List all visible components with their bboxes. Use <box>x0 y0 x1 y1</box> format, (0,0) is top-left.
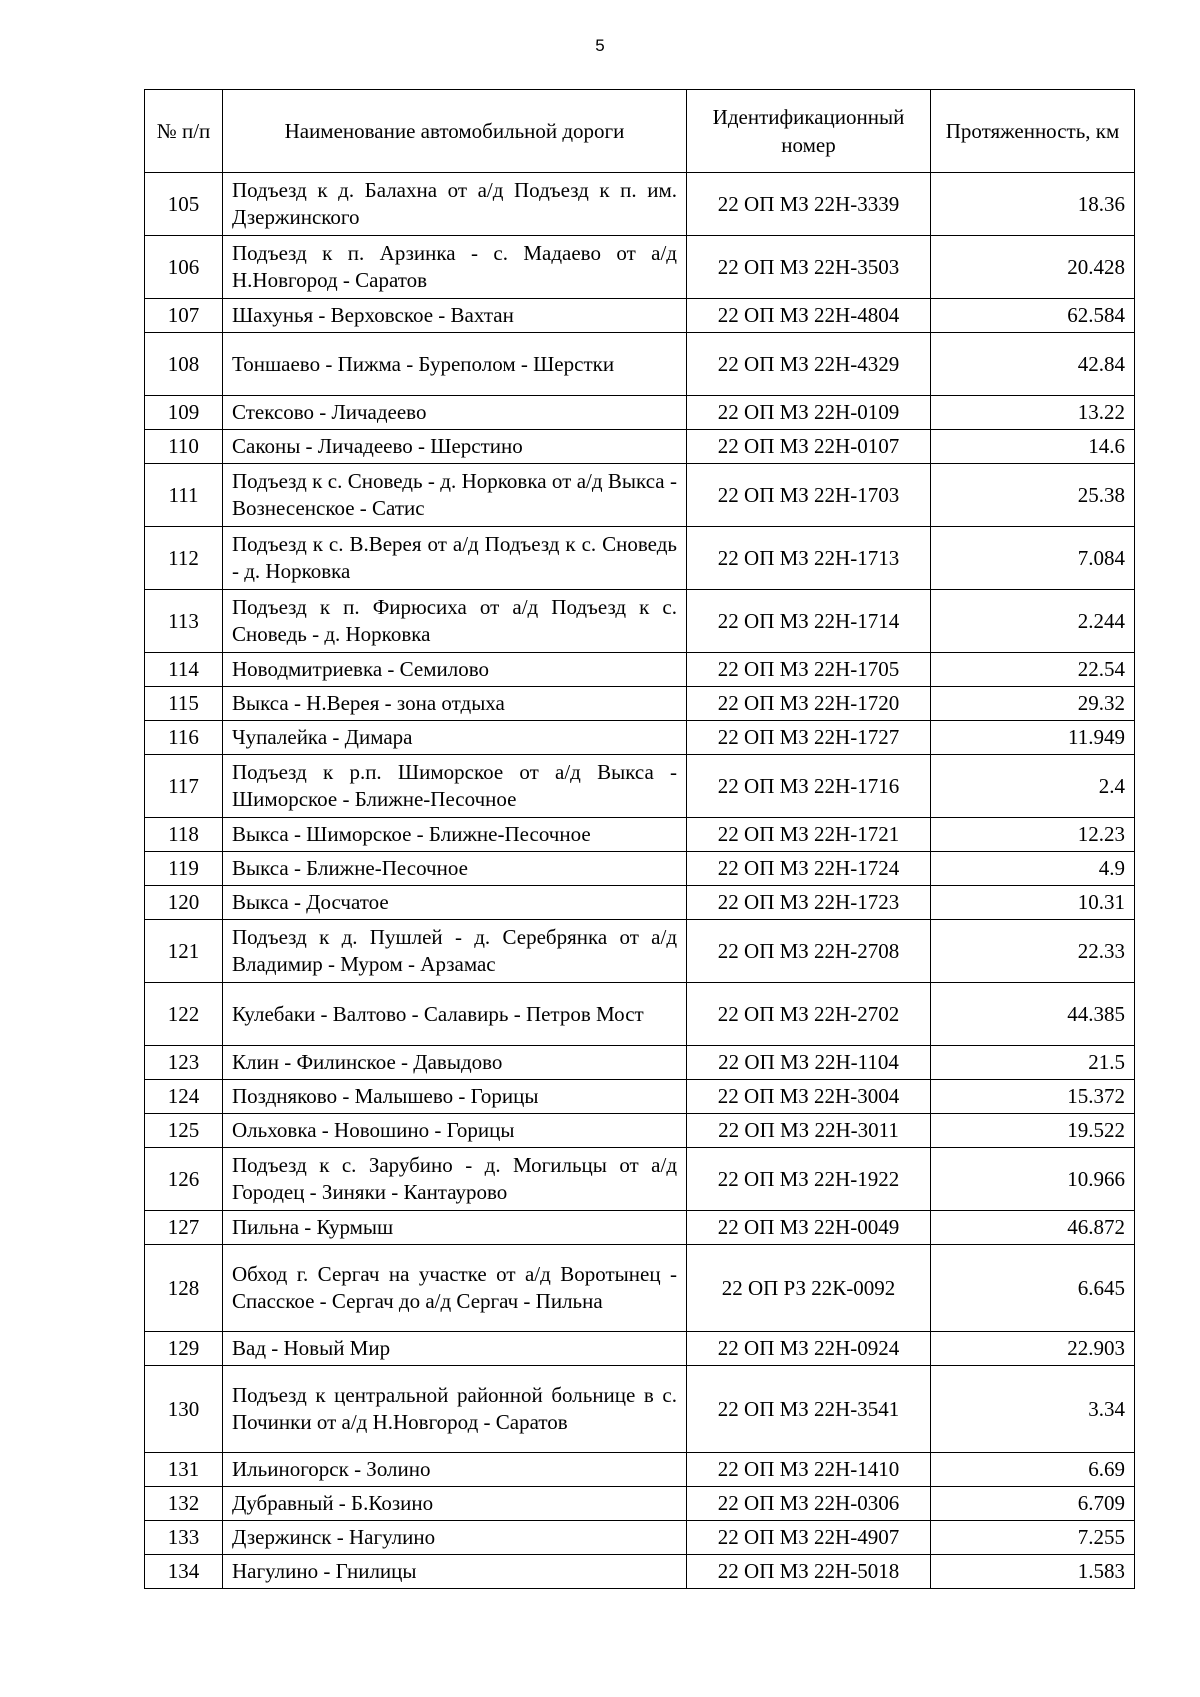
cell-num: 117 <box>145 755 223 818</box>
table-row <box>145 590 1135 653</box>
table-row <box>145 721 1135 755</box>
cell-length: 2.4 <box>931 755 1135 818</box>
cell-identification-number: 22 ОП МЗ 22Н-3011 <box>687 1114 931 1148</box>
cell-length: 42.84 <box>931 333 1135 396</box>
cell-road-name: Подъезд к п. Фирюсиха от а/д Подъезд к с. Сноведь - д. Норковка <box>223 590 687 653</box>
table-row <box>145 1453 1135 1487</box>
cell-road-name: Выкса - Шиморское - Ближне-Песочное <box>223 818 687 852</box>
cell-identification-number: 22 ОП РЗ 22К-0092 <box>687 1245 931 1332</box>
cell-num: 123 <box>145 1046 223 1080</box>
cell-length: 14.6 <box>931 430 1135 464</box>
cell-identification-number: 22 ОП МЗ 22Н-0109 <box>687 396 931 430</box>
cell-identification-number: 22 ОП МЗ 22Н-1104 <box>687 1046 931 1080</box>
cell-identification-number: 22 ОП МЗ 22Н-3541 <box>687 1366 931 1453</box>
roads-table <box>144 89 1135 1589</box>
cell-identification-number: 22 ОП МЗ 22Н-5018 <box>687 1555 931 1589</box>
table-row <box>145 1114 1135 1148</box>
cell-length: 10.966 <box>931 1148 1135 1211</box>
cell-road-name: Нагулино - Гнилицы <box>223 1555 687 1589</box>
cell-length: 10.31 <box>931 886 1135 920</box>
cell-length: 4.9 <box>931 852 1135 886</box>
cell-identification-number: 22 ОП МЗ 22Н-0306 <box>687 1487 931 1521</box>
cell-identification-number: 22 ОП МЗ 22Н-1720 <box>687 687 931 721</box>
cell-num: 127 <box>145 1211 223 1245</box>
cell-identification-number: 22 ОП МЗ 22Н-3004 <box>687 1080 931 1114</box>
cell-length: 15.372 <box>931 1080 1135 1114</box>
cell-length: 22.903 <box>931 1332 1135 1366</box>
cell-road-name: Саконы - Личадеево - Шерстино <box>223 430 687 464</box>
cell-identification-number: 22 ОП МЗ 22Н-1721 <box>687 818 931 852</box>
cell-num: 129 <box>145 1332 223 1366</box>
cell-length: 6.709 <box>931 1487 1135 1521</box>
cell-road-name: Подъезд к центральной районной больнице в с. Починки от а/д Н.Новгород - Саратов <box>223 1366 687 1453</box>
cell-road-name: Дзержинск - Нагулино <box>223 1521 687 1555</box>
cell-identification-number: 22 ОП МЗ 22Н-2708 <box>687 920 931 983</box>
cell-road-name: Тоншаево - Пижма - Буреполом - Шерстки <box>223 333 687 396</box>
table-row <box>145 653 1135 687</box>
table-row <box>145 1555 1135 1589</box>
cell-num: 116 <box>145 721 223 755</box>
cell-num: 113 <box>145 590 223 653</box>
cell-road-name: Дубравный - Б.Козино <box>223 1487 687 1521</box>
table-row <box>145 1332 1135 1366</box>
cell-identification-number: 22 ОП МЗ 22Н-0049 <box>687 1211 931 1245</box>
cell-road-name: Стексово - Личадеево <box>223 396 687 430</box>
cell-length: 25.38 <box>931 464 1135 527</box>
cell-road-name: Подъезд к д. Пушлей - д. Серебрянка от а/д Владимир - Муром - Арзамас <box>223 920 687 983</box>
cell-num: 115 <box>145 687 223 721</box>
cell-road-name: Подъезд к с. Сноведь - д. Норковка от а/д Выкса - Вознесенское - Сатис <box>223 464 687 527</box>
cell-length: 18.36 <box>931 173 1135 236</box>
cell-identification-number: 22 ОП МЗ 22Н-1724 <box>687 852 931 886</box>
cell-length: 22.54 <box>931 653 1135 687</box>
table-row <box>145 236 1135 299</box>
cell-length: 7.255 <box>931 1521 1135 1555</box>
cell-identification-number: 22 ОП МЗ 22Н-1714 <box>687 590 931 653</box>
cell-road-name: Выкса - Н.Верея - зона отдыха <box>223 687 687 721</box>
cell-length: 11.949 <box>931 721 1135 755</box>
cell-num: 107 <box>145 299 223 333</box>
cell-num: 132 <box>145 1487 223 1521</box>
table-body <box>145 173 1135 1589</box>
cell-num: 124 <box>145 1080 223 1114</box>
cell-num: 114 <box>145 653 223 687</box>
cell-num: 131 <box>145 1453 223 1487</box>
table-row <box>145 430 1135 464</box>
table-row <box>145 173 1135 236</box>
cell-num: 128 <box>145 1245 223 1332</box>
cell-road-name: Пильна - Курмыш <box>223 1211 687 1245</box>
cell-road-name: Подъезд к с. В.Верея от а/д Подъезд к с. Сноведь - д. Норковка <box>223 527 687 590</box>
table-row <box>145 299 1135 333</box>
table-row <box>145 1046 1135 1080</box>
cell-num: 119 <box>145 852 223 886</box>
cell-identification-number: 22 ОП МЗ 22Н-1922 <box>687 1148 931 1211</box>
cell-identification-number: 22 ОП МЗ 22Н-2702 <box>687 983 931 1046</box>
cell-road-name: Обход г. Сергач на участке от а/д Воротынец - Спасское - Сергач до а/д Сергач - Пильна <box>223 1245 687 1332</box>
table-header-row <box>145 90 1135 173</box>
cell-road-name: Поздняково - Малышево - Горицы <box>223 1080 687 1114</box>
table-row <box>145 983 1135 1046</box>
cell-num: 133 <box>145 1521 223 1555</box>
cell-road-name: Выкса - Ближне-Песочное <box>223 852 687 886</box>
cell-length: 21.5 <box>931 1046 1135 1080</box>
table-row <box>145 464 1135 527</box>
cell-road-name: Ильиногорск - Золино <box>223 1453 687 1487</box>
cell-length: 29.32 <box>931 687 1135 721</box>
cell-length: 1.583 <box>931 1555 1135 1589</box>
cell-num: 126 <box>145 1148 223 1211</box>
header-id: Идентификационный номер <box>687 90 931 173</box>
table-row <box>145 1080 1135 1114</box>
cell-road-name: Подъезд к п. Арзинка - с. Мадаево от а/д Н.Новгород - Саратов <box>223 236 687 299</box>
header-num: № п/п <box>145 90 223 173</box>
cell-road-name: Ольховка - Новошино - Горицы <box>223 1114 687 1148</box>
table-row <box>145 886 1135 920</box>
cell-identification-number: 22 ОП МЗ 22Н-1705 <box>687 653 931 687</box>
cell-num: 118 <box>145 818 223 852</box>
cell-identification-number: 22 ОП МЗ 22Н-1716 <box>687 755 931 818</box>
cell-road-name: Выкса - Досчатое <box>223 886 687 920</box>
table-row <box>145 1148 1135 1211</box>
cell-num: 121 <box>145 920 223 983</box>
cell-road-name: Шахунья - Верховское - Вахтан <box>223 299 687 333</box>
cell-length: 19.522 <box>931 1114 1135 1148</box>
cell-road-name: Вад - Новый Мир <box>223 1332 687 1366</box>
cell-num: 105 <box>145 173 223 236</box>
cell-identification-number: 22 ОП МЗ 22Н-1410 <box>687 1453 931 1487</box>
cell-num: 108 <box>145 333 223 396</box>
cell-num: 110 <box>145 430 223 464</box>
table-row <box>145 687 1135 721</box>
header-name: Наименование автомобильной дороги <box>223 90 687 173</box>
cell-identification-number: 22 ОП МЗ 22Н-1703 <box>687 464 931 527</box>
cell-num: 120 <box>145 886 223 920</box>
table-row <box>145 818 1135 852</box>
cell-identification-number: 22 ОП МЗ 22Н-3503 <box>687 236 931 299</box>
cell-num: 122 <box>145 983 223 1046</box>
cell-num: 111 <box>145 464 223 527</box>
cell-length: 6.645 <box>931 1245 1135 1332</box>
table-row <box>145 1487 1135 1521</box>
cell-identification-number: 22 ОП МЗ 22Н-4329 <box>687 333 931 396</box>
cell-length: 22.33 <box>931 920 1135 983</box>
cell-road-name: Подъезд к д. Балахна от а/д Подъезд к п. им. Дзержинского <box>223 173 687 236</box>
cell-identification-number: 22 ОП МЗ 22Н-3339 <box>687 173 931 236</box>
cell-num: 112 <box>145 527 223 590</box>
cell-identification-number: 22 ОП МЗ 22Н-0924 <box>687 1332 931 1366</box>
cell-length: 6.69 <box>931 1453 1135 1487</box>
cell-num: 106 <box>145 236 223 299</box>
table-row <box>145 920 1135 983</box>
page-number: 5 <box>595 36 605 55</box>
cell-num: 130 <box>145 1366 223 1453</box>
table-row <box>145 1521 1135 1555</box>
cell-length: 2.244 <box>931 590 1135 653</box>
cell-identification-number: 22 ОП МЗ 22Н-1727 <box>687 721 931 755</box>
cell-road-name: Кулебаки - Валтово - Салавирь - Петров Мост <box>223 983 687 1046</box>
table-row <box>145 755 1135 818</box>
cell-num: 125 <box>145 1114 223 1148</box>
cell-identification-number: 22 ОП МЗ 22Н-4804 <box>687 299 931 333</box>
table-row <box>145 1366 1135 1453</box>
cell-identification-number: 22 ОП МЗ 22Н-1723 <box>687 886 931 920</box>
cell-road-name: Подъезд к с. Зарубино - д. Могильцы от а/д Городец - Зиняки - Кантаурово <box>223 1148 687 1211</box>
cell-length: 20.428 <box>931 236 1135 299</box>
table-row <box>145 1245 1135 1332</box>
table-row <box>145 527 1135 590</box>
cell-length: 46.872 <box>931 1211 1135 1245</box>
cell-num: 109 <box>145 396 223 430</box>
cell-length: 44.385 <box>931 983 1135 1046</box>
cell-num: 134 <box>145 1555 223 1589</box>
cell-road-name: Чупалейка - Димара <box>223 721 687 755</box>
cell-road-name: Новодмитриевка - Семилово <box>223 653 687 687</box>
table-row <box>145 852 1135 886</box>
cell-identification-number: 22 ОП МЗ 22Н-4907 <box>687 1521 931 1555</box>
cell-length: 13.22 <box>931 396 1135 430</box>
cell-road-name: Клин - Филинское - Давыдово <box>223 1046 687 1080</box>
table-row <box>145 333 1135 396</box>
cell-length: 3.34 <box>931 1366 1135 1453</box>
cell-identification-number: 22 ОП МЗ 22Н-0107 <box>687 430 931 464</box>
header-length: Протяженность, км <box>931 90 1135 173</box>
cell-road-name: Подъезд к р.п. Шиморское от а/д Выкса - Шиморское - Ближне-Песочное <box>223 755 687 818</box>
cell-length: 62.584 <box>931 299 1135 333</box>
cell-length: 7.084 <box>931 527 1135 590</box>
table-row <box>145 1211 1135 1245</box>
cell-length: 12.23 <box>931 818 1135 852</box>
table-row <box>145 396 1135 430</box>
cell-identification-number: 22 ОП МЗ 22Н-1713 <box>687 527 931 590</box>
